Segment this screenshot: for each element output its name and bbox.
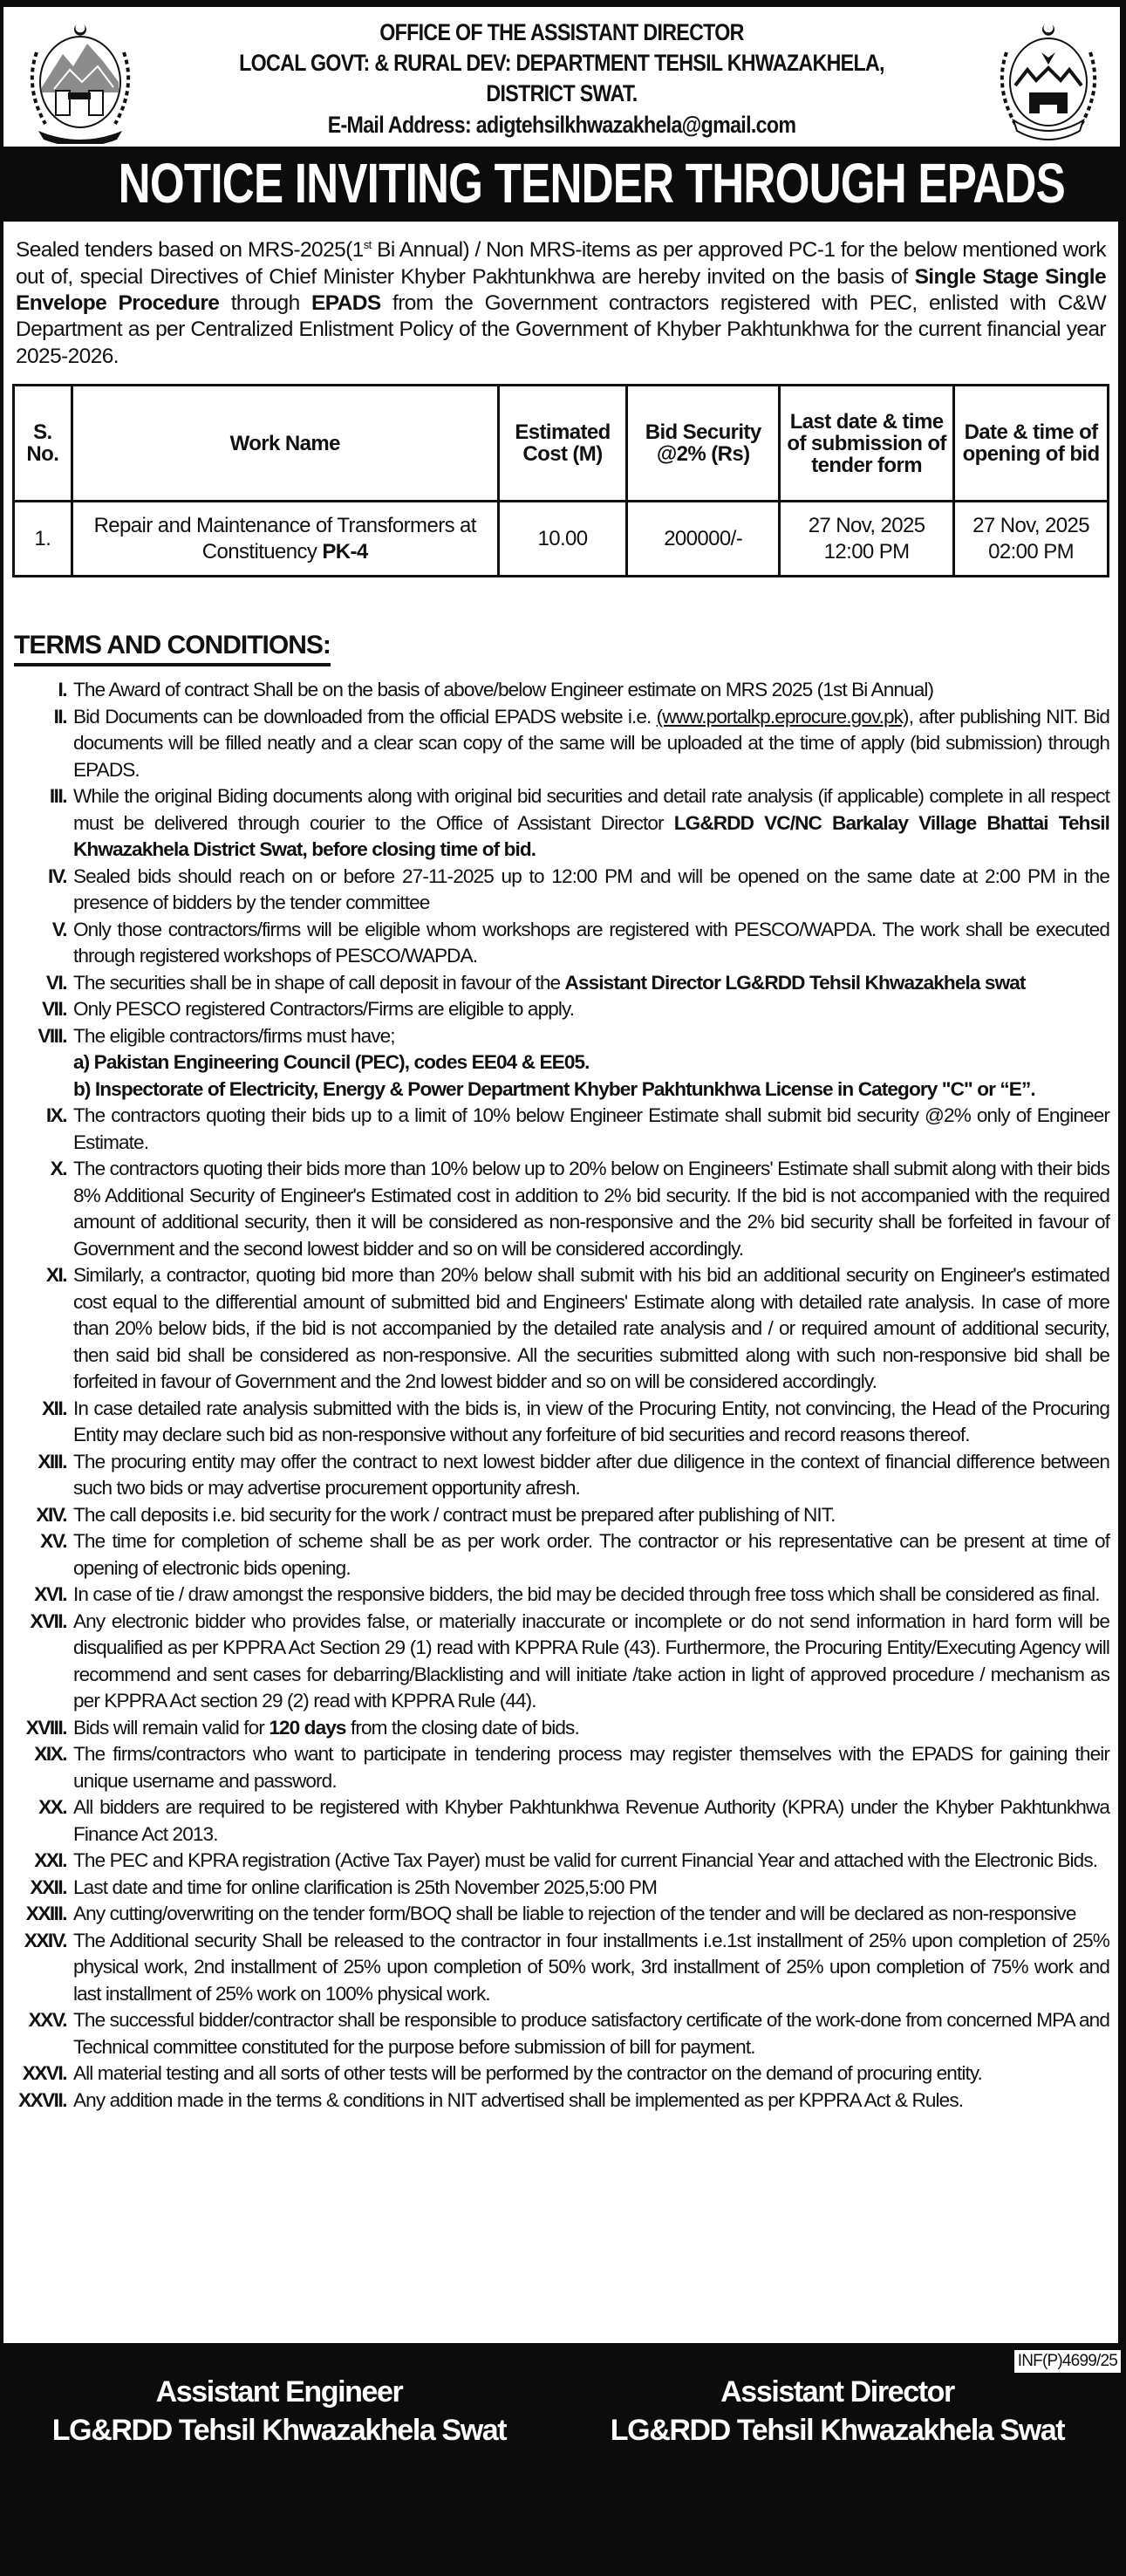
signatory-title: Assistant Engineer <box>155 2375 403 2409</box>
term-text: While the original Biding documents along with original bid securities and detail rate analysis (if applicable) complete in all respect must be delivered through courier to the Office of Assistant Director <box>73 785 1109 834</box>
term-text: All material testing and all sorts of other tests will be performed by the contractor on the demand of procuring entity. <box>73 2062 982 2084</box>
submission-date: 27 Nov, 2025 <box>808 513 925 537</box>
intro-text: from the Government contractors registered with PEC, enlisted with C&W Department as per Centralized Enlistment Policy of the Government of Khyber Pakhtunkhwa for the current financial year 2025-2026. <box>16 290 1106 368</box>
term-item <box>9 2060 1109 2087</box>
intro-paragraph <box>16 232 1106 370</box>
cell-bid-security: 200000/- <box>627 502 780 577</box>
procedure-name: Single Stage Single Envelope Procedure <box>16 264 1106 315</box>
opening-date: 27 Nov, 2025 <box>972 513 1089 537</box>
term-item <box>9 970 1109 997</box>
term-number: VIII. <box>38 1024 66 1047</box>
term-emphasis: 120 days <box>269 1716 346 1739</box>
term-item <box>9 677 1109 704</box>
term-item <box>9 917 1109 970</box>
term-item <box>9 2007 1109 2060</box>
notice-title: NOTICE INVITING TENDER THROUGH EPADS <box>118 152 1065 215</box>
office-name: OFFICE OF THE ASSISTANT DIRECTOR <box>379 19 744 45</box>
term-item <box>9 1396 1109 1449</box>
signature-assistant-director <box>584 2373 1090 2450</box>
term-number: XX. <box>38 1796 66 1818</box>
opening-time: 02:00 PM <box>988 539 1075 564</box>
term-item <box>9 1741 1109 1794</box>
term-number: XIX. <box>34 1743 66 1765</box>
term-text: Only those contractors/firms will be eligible whom workshops are registered with PESCO/WAPDA. The work shall be executed through registered workshops of PESCO/WAPDA. <box>73 918 1109 967</box>
term-text: Any cutting/overwriting on the tender form/BOQ shall be liable to rejection of the tender and will be declared as non-responsive <box>73 1903 1076 1924</box>
term-text: from the closing date of bids. <box>345 1716 579 1739</box>
notice-title-banner <box>0 148 1126 218</box>
term-text: Sealed bids should reach on or before 27-11-2025 up to 12:00 PM and will be opened on the same date at 2:00 PM in the presence of bidders by the tender committee <box>73 864 1109 913</box>
email-address: E-Mail Address: adigtehsilkhwazakhela@gmail.com <box>327 112 796 138</box>
cell-estimated-cost: 10.00 <box>498 502 627 577</box>
intro-text: through <box>219 290 312 315</box>
requirement-pec: a) Pakistan Engineering Council (PEC), codes EE04 & EE05. <box>73 1051 590 1073</box>
term-item <box>9 996 1109 1023</box>
term-text: The Award of contract Shall be on the basis of above/below Engineer estimate on MRS 2025 (1st Bi Annual) <box>73 679 934 700</box>
column-header-work-name: Work Name <box>72 386 498 502</box>
cell-submission-date <box>780 502 954 577</box>
tender-table <box>12 384 1109 577</box>
term-item <box>9 1715 1109 1742</box>
term-number: XXI. <box>34 1849 66 1871</box>
term-item <box>9 1848 1109 1875</box>
term-item <box>9 1262 1109 1396</box>
column-header-bid-security: Bid Security @2% (Rs) <box>627 386 780 502</box>
terms-list <box>9 677 1109 2114</box>
intro-text: Bi Annual) / Non MRS-items as per approved PC-1 for the below mentioned work out of, special Directives of Chief Minister Khyber Pakhtunkhwa are hereby invited on the basis of <box>16 238 1107 289</box>
submission-time: 12:00 PM <box>823 539 910 564</box>
term-number: XXVII. <box>17 2088 66 2111</box>
term-number: XVIII. <box>25 1716 66 1739</box>
term-item <box>9 1794 1109 1848</box>
table-header-row <box>14 386 1109 502</box>
term-number: XV. <box>40 1530 66 1552</box>
term-item <box>9 1449 1109 1502</box>
term-text: The contractors quoting their bids more than 10% below up to 20% below on Engineers' Estimate shall submit along with their bids 8% Additional Security of Engineer's Estimated cost in addition to 2% bid security. If the bid is not accompanied with the required amount of additional security, then it will be considered as non-responsive and the 2% bid security shall be forfeited in favour of Government and the second lowest bidder and so on will be considered accordingly. <box>73 1158 1109 1260</box>
term-number: III. <box>49 785 66 807</box>
term-text: In case detailed rate analysis submitted with the bids is, in view of the Procuring Entity, not convincing, the Head of the Procuring Entity may declare such bid as non-responsive without any forfeiture of bid securities and record reasons thereof. <box>73 1397 1109 1445</box>
office-title-block <box>134 17 989 140</box>
term-item <box>9 1875 1109 1902</box>
reference-number: INF(P)4699/25 <box>1014 2350 1121 2373</box>
terms-heading: TERMS AND CONDITIONS: <box>14 630 331 666</box>
kp-government-emblem-icon <box>987 17 1109 144</box>
epads-website-link[interactable]: (www.portalkp.eprocure.gov.pk) <box>656 705 909 728</box>
term-text: In case of tie / draw amongst the responsive bidders, the bid may be decided through free toss which shall be considered as final. <box>73 1583 1100 1605</box>
term-emphasis: Assistant Director LG&RDD Tehsil Khwazakhela swat <box>564 971 1026 994</box>
term-number: XIII. <box>38 1450 66 1472</box>
term-emphasis: LG&RDD VC/NC Barkalay Village Bhattai Tehsil Khwazakhela District Swat, before closing time of bid. <box>73 811 1109 860</box>
term-text: Bids will remain valid for <box>73 1716 270 1739</box>
requirement-license: b) Inspectorate of Electricity, Energy & Power Department Khyber Pakhtunkhwa License in Category "C" or “E”. <box>73 1077 1035 1100</box>
term-number: VII. <box>42 998 66 1020</box>
term-number: XI. <box>45 1264 66 1286</box>
lgrdd-emblem-icon <box>19 17 141 144</box>
term-text: , after publishing NIT. Bid documents will be filled neatly and a clear scan copy of the same will be uploaded at the time of apply (bid submission) through EPADS. <box>73 705 1109 781</box>
term-item <box>9 1023 1109 1104</box>
term-text: Only PESCO registered Contractors/Firms are eligible to apply. <box>73 998 575 1020</box>
intro-superscript: st <box>363 238 372 251</box>
term-number: XXII. <box>30 1876 66 1898</box>
district-name: DISTRICT SWAT. <box>486 80 638 106</box>
term-text: The time for completion of scheme shall be as per work order. The contractor or his representative can be present at time of opening of electronic bids opening. <box>73 1530 1109 1579</box>
term-item <box>9 1609 1109 1715</box>
term-item <box>9 1928 1109 2008</box>
term-number: XII. <box>42 1397 66 1419</box>
notice-body <box>3 222 1118 2343</box>
cell-work-name <box>72 502 498 577</box>
term-item <box>9 2087 1109 2115</box>
term-item <box>9 1528 1109 1582</box>
cell-sno: 1. <box>14 502 72 577</box>
term-text: Bid Documents can be downloaded from the official EPADS website i.e. <box>73 705 657 728</box>
term-item <box>9 704 1109 784</box>
signatory-title: Assistant Director <box>720 2375 954 2409</box>
term-number: XXVI. <box>22 2062 66 2084</box>
term-number: IX. <box>45 1104 66 1126</box>
column-header-submission-date: Last date & time of submission of tender form <box>780 386 954 502</box>
term-number: IV. <box>47 864 66 887</box>
term-text: The Additional security Shall be released to the contractor in four installments i.e.1st installment of 25% upon completion of 25% physical work, 2nd installment of 25% upon completion of 50% work, 3rd installment of 25% upon completion of 75% work and last installment of 25% work on 100% physical work. <box>73 1929 1109 2005</box>
term-item <box>9 1502 1109 1529</box>
table-row <box>14 502 1109 577</box>
term-number: XXV. <box>28 2009 66 2031</box>
term-text: The successful bidder/contractor shall be responsible to produce satisfactory certificate of the work-done from concerned MPA and Technical committee constituted for the purpose before submission of bill for payment. <box>73 2009 1109 2058</box>
term-item <box>9 1901 1109 1928</box>
signatory-office: LG&RDD Tehsil Khwazakhela Swat <box>610 2414 1065 2447</box>
term-number: X. <box>50 1158 66 1179</box>
term-number: V. <box>51 918 66 940</box>
term-text: Any electronic bidder who provides false, or materially inaccurate or incomplete or do not send information in hard form will be disqualified as per KPPRA Act Section 29 (1) read with KPPRA Rule (43). Furthermore, the Procuring Entity/Executing Agency will recommend and sent cases for debarring/Blacklisting and will initiate /take action in light of approved procedure / mechanism as per KPPRA Act section 29 (2) read with KPPRA Rule (44). <box>73 1609 1109 1712</box>
term-text: The call deposits i.e. bid security for the work / contract must be prepared after publishing of NIT. <box>73 1503 836 1526</box>
department-name: LOCAL GOVT: & RURAL DEV: DEPARTMENT TEHSIL KHWAZAKHELA, <box>239 50 884 76</box>
epads-label: EPADS <box>311 290 381 315</box>
column-header-opening-date: Date & time of opening of bid <box>954 386 1109 502</box>
term-number: XXIV. <box>24 1929 66 1951</box>
term-text: Similarly, a contractor, quoting bid more than 20% below shall submit with his bid an additional security on Engineer's estimated cost equal to the differential amount of submitted bid and Engineers' Estimate along with detailed rate analysis. In case of more than 20% below bids, if the bid is not accompanied by the detailed rate analysis and / or required amount of additional security, then said bid shall be considered as non-responsive. All the securities submitted along with such non-responsive bid shall be forfeited in favour of Government and the 2nd lowest bidder and so on will be considered accordingly. <box>73 1264 1109 1392</box>
term-number: XIV. <box>36 1503 66 1526</box>
term-text: The securities shall be in shape of call deposit in favour of the <box>73 971 565 994</box>
term-number: XVII. <box>30 1609 66 1632</box>
term-number: VI. <box>45 971 66 994</box>
term-text: Any addition made in the terms & conditions in NIT advertised shall be implemented as per KPPRA Act & Rules. <box>73 2088 964 2111</box>
term-text: The contractors quoting their bids up to a limit of 10% below Engineer Estimate shall submit bid security @2% only of Engineer Estimate. <box>73 1104 1109 1153</box>
term-number: XVI. <box>34 1583 66 1605</box>
term-item <box>9 864 1109 917</box>
office-header <box>3 7 1120 147</box>
cell-opening-date <box>954 502 1109 577</box>
term-number: II. <box>53 705 66 728</box>
term-text: The PEC and KPRA registration (Active Tax Payer) must be valid for current Financial Year and attached with the Electronic Bids. <box>73 1849 1098 1871</box>
column-header-sno: S. No. <box>14 386 72 502</box>
constituency-code: PK-4 <box>322 539 368 564</box>
term-item <box>9 1582 1109 1609</box>
signature-assistant-engineer <box>44 2373 515 2450</box>
work-name-text: Repair and Maintenance of Transformers at Constituency <box>93 513 476 564</box>
term-item <box>9 1156 1109 1262</box>
signatory-office: LG&RDD Tehsil Khwazakhela Swat <box>51 2414 507 2447</box>
term-text: The eligible contractors/firms must have; <box>73 1024 395 1047</box>
term-text: Last date and time for online clarification is 25th November 2025,5:00 PM <box>73 1876 658 1898</box>
column-header-estimated-cost: Estimated Cost (M) <box>498 386 627 502</box>
term-number: I. <box>58 679 66 700</box>
term-text: The procuring entity may offer the contract to next lowest bidder after due diligence in the context of financial difference between such two bids or may advertise procurement opportunity afresh. <box>73 1450 1109 1499</box>
term-item <box>9 1103 1109 1156</box>
intro-text: Sealed tenders based on MRS-2025(1 <box>16 238 364 263</box>
term-text: The firms/contractors who want to participate in tendering process may register themselves with the EPADS for gaining their unique username and password. <box>73 1743 1109 1792</box>
signature-footer <box>0 2343 1126 2576</box>
term-item <box>9 783 1109 864</box>
term-text: All bidders are required to be registered with Khyber Pakhtunkhwa Revenue Authority (KPRA) under the Khyber Pakhtunkhwa Finance Act 2013. <box>73 1796 1109 1845</box>
term-number: XXIII. <box>25 1903 66 1924</box>
